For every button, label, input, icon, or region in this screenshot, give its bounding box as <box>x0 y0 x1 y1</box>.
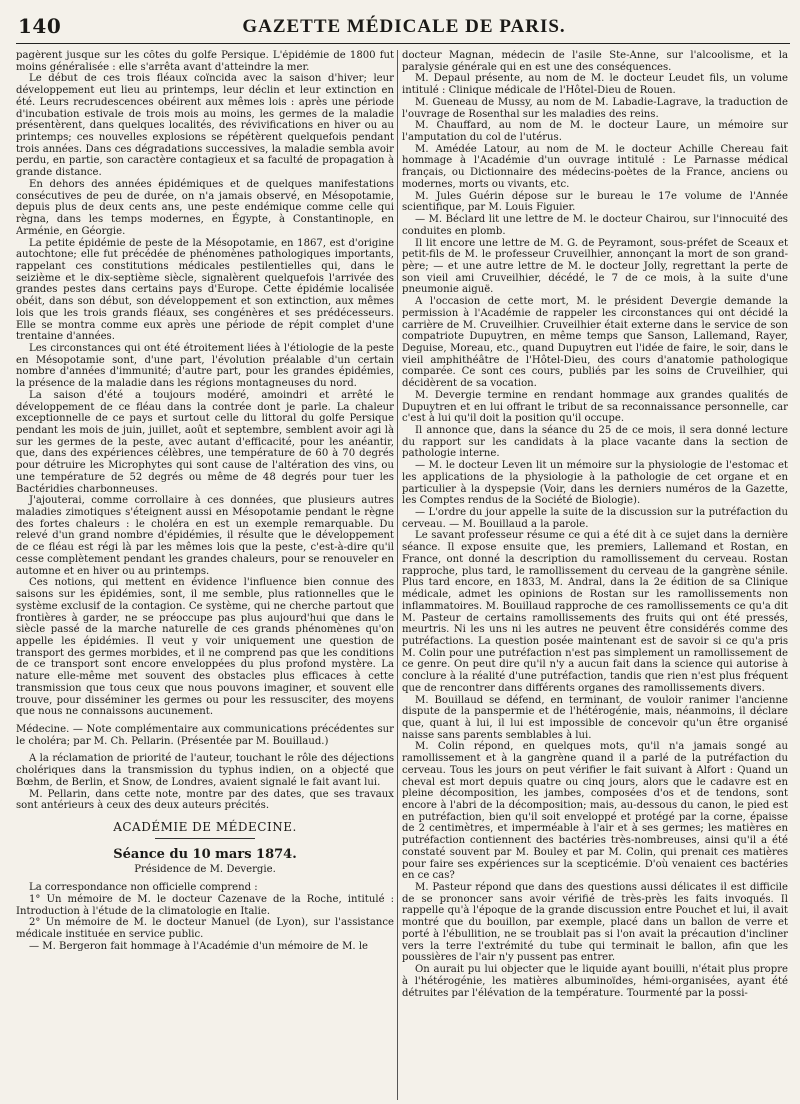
paragraph: A l'occasion de cette mort, M. le président Devergie demande la permission à l'Académie de rappeler les circonstances qui ont décidé la carrière de M. Cruveilhier. Cruveilhier était externe dans le service de son compatriote Dupuytren, en même temps que Sanson, Lallemand, Rayer, Deguise, Moreau, etc., quand Dupuytren eut l'idée de faire, le soir, dans le vieil amphithéâtre de l'Hôtel-Dieu, des cours d'anatomie pathologique comparée. Ce sont ces cours, publiés par les soins de Cruveilhier, qui décidèrent de sa vocation. <box>402 296 788 390</box>
session-title: Séance du 10 mars 1874. <box>113 846 297 862</box>
paragraph: A la réclamation de priorité de l'auteur, touchant le rôle des déjections cholériques dans la transmission du typhus indien, on a objecté que Bœhm, de Berlin, et Snow, de Londres, avaient signalé le fait avant lui. <box>16 753 394 788</box>
paragraph: M. Pellarin, dans cette note, montre par des dates, que ses travaux sont antérieurs à ceux des deux auteurs précités. <box>16 788 394 812</box>
column-divider <box>397 50 398 1100</box>
section-heading: ACADÉMIE DE MÉDECINE. <box>113 820 297 834</box>
paragraph: Le début de ces trois fléaux coïncida avec la saison d'hiver; leur développement eut lieu au printemps, leur déclin et leur extinction en été. Leurs recrudescences obéirent aux mêmes lois : après une période d'incubation estivale de trois mois au moins, les germes de la maladie présentèrent, dans quelques localités, des révivifications en hiver ou au printemps; ces nouvelles explosions se répétèrent quelquefois pendant trois années. Dans ces dégradations successives, la maladie sembla avoir perdu, en partie, son caractère contagieux et sa faculté de propagation à grande distance. <box>16 73 394 179</box>
paragraph: La correspondance non officielle comprend : <box>29 882 258 894</box>
journal-title: GAZETTE MÉDICALE DE PARIS. <box>242 16 566 37</box>
paragraph: Le savant professeur résume ce qui a été dit à ce sujet dans la dernière séance. Il expose ensuite que, les premiers, Lallemand et Rostan, en France, ont donné la description du ramollissement du cerveau. Rostan rapproche, plus tard, le ramollissement du cerveau de la gangrène sénile. Plus tard encore, en 1833, M. Andral, dans la 2e édition de sa Clinique médicale, admet les opinions de Rostan sur les ramollissements non inflammatoires. M. Bouillaud rapproche de ces ramollissements ce qu'a dit M. Pasteur de certains ramollissements des fruits qui ont été pressés, meurtris. Ni les uns ni les autres ne peuvent être considérés comme des putréfactions. La question posée maintenant est de savoir si ce qu'a pris M. Colin pour une putréfaction n'est pas simplement un ramollissement de ce genre. On peut dire qu'il n'y a aucun fait dans la science qui autorise à conclure à la réalité d'une putréfaction, tandis que rien n'est plus fréquent que de rencontrer dans différents organes des ramollissements divers. <box>402 530 788 694</box>
paragraph: M. Jules Guérin dépose sur le bureau le 17e volume de l'Année scientifique, par M. Louis Figuier. <box>402 190 788 214</box>
section-rule <box>155 838 255 839</box>
paragraph: J'ajouterai, comme corrollaire à ces données, que plusieurs autres maladies zimotiques s'éteignent aussi en Mésopotamie pendant le règne des fortes chaleurs : le choléra en est un exemple remarquable. Du relevé d'un grand nombre d'épidémies, il résulte que le développement de ce fléau est régi là par les mêmes lois que la peste, c'est-à-dire qu'il cesse complètement pendant les grandes chaleurs, pour se renouveler en automne et en hiver ou au printemps. <box>16 495 394 577</box>
header-rule <box>16 43 790 44</box>
list-item: — M. Bergeron fait hommage à l'Académie d'un mémoire de M. le <box>29 940 369 952</box>
paragraph: Les circonstances qui ont été étroitement liées à l'étiologie de la peste en Mésopotamie sont, d'une part, l'évolution préalable d'un certain nombre d'années d'immunité; d'autre part, pour les grandes épidémies, la présence de la maladie dans les régions montagneuses du nord. <box>16 342 394 390</box>
paragraph: M. Gueneau de Mussy, au nom de M. Labadie-Lagrave, la traduction de l'ouvrage de Rosenthal sur les maladies des reins. <box>402 96 788 120</box>
paragraph: On aurait pu lui objecter que le liquide ayant bouilli, n'était plus propre à l'hétérogénie, les matières albuminoïdes, hémi-organisées, ayant été détruites par l'élévation de la température. Tourmenté par la possi- <box>402 964 788 999</box>
paragraph: M. Depaul présente, au nom de M. le docteur Leudet fils, un volume intitulé : Clinique médicale de l'Hôtel-Dieu de Rouen. <box>402 73 788 97</box>
right-column <box>402 50 788 1100</box>
left-column <box>16 50 394 1100</box>
paragraph: En dehors des années épidémiques et de quelques manifestations consécutives de peu de durée, on n'a jamais observé, en Mésopotamie, depuis plus de deux cents ans, une peste endémique comme celle qui règna, dans les temps modernes, en Égypte, à Constantinople, en Arménie, en Géorgie. <box>16 178 394 237</box>
paragraph: M. Chauffard, au nom de M. le docteur Laure, un mémoire sur l'amputation du col de l'utérus. <box>402 120 788 144</box>
note-heading: Médecine. — Note complémentaire aux communications précédentes sur le choléra; par M. Ch. Pellarin. (Présentée par M. Bouillaud.) <box>16 723 394 747</box>
page-header <box>18 14 790 40</box>
paragraph: M. Devergie termine en rendant hommage aux grandes qualités de Dupuytren et en lui offrant le tribut de sa reconnaissance personnelle, car c'est à lui qu'il doit la position qu'il occupe. <box>402 389 788 425</box>
paragraph: — M. le docteur Leven lit un mémoire sur la physiologie de l'estomac et les applications de la physiologie à la pathologie de cet organe et en particulier à la dyspepsie (Voir, dans les derniers numéros de la Gazette, les Comptes rendus de la Société de Biologie). <box>402 460 788 507</box>
paragraph: M. Amédée Latour, au nom de M. le docteur Achille Chereau fait hommage à l'Académie d'un ouvrage intitulé : Le Parnasse médical français, ou Dictionnaire des médecins-poètes de la France, anciens ou modernes, morts ou vivants, etc. <box>402 143 788 190</box>
paragraph: Il annonce que, dans la séance du 25 de ce mois, il sera donné lecture du rapport sur les candidats à la place vacante dans la section de pathologie interne. <box>402 425 788 460</box>
paragraph: M. Pasteur répond que dans des questions aussi délicates il est difficile de se prononcer sans avoir vérifié de très-près les faits invoqués. Il rappelle qu'à l'époque de la grande discussion entre Pouchet et lui, il avait montré que du bouillon, par exemple, placé dans un ballon de verre et porté à l'ébullition, ne se troublait pas si l'on avait la précaution d'incliner vers la terre l'extrémité du tube qui terminait le ballon, afin que les poussières de l'air n'y pussent pas entrer. <box>402 882 788 964</box>
paragraph: La petite épidémie de peste de la Mésopotamie, en 1867, est d'origine autochtone; elle fut précédée de phénomènes pathologiques importants, rappelant ces constitutions médicales pestilentielles qui, dans le seizième et le dix-septième siècle, signalèrent quelquefois l'arrivée des grandes pestes dans certains pays d'Europe. Cette épidémie localisée obéit, dans son début, son développement et son extinction, aux mêmes lois que les trois grands fléaux, ses congénères et ses prédécesseurs. Elle se montra comme eux après une période de répit complet d'une trentaine d'années. <box>16 237 394 343</box>
paragraph: M. Bouillaud se défend, en terminant, de vouloir ranimer l'ancienne dispute de la panspermie et de l'hétérogénie, mais, néanmoins, il déclare que, quant à lui, il lui est impossible de concevoir qu'un être organisé naisse sans parents semblables à lui. <box>402 694 788 741</box>
list-item: 1° Un mémoire de M. le docteur Cazenave de la Roche, intitulé : Introduction à l'étude de la climatologie en Italie. <box>16 893 394 917</box>
paragraph: — M. Béclard lit une lettre de M. le docteur Chairou, sur l'innocuité des conduites en plomb. <box>402 214 788 237</box>
paragraph: M. Colin répond, en quelques mots, qu'il n'a jamais songé au ramollissement et à la gangrène quand il a parlé de la putréfaction du cerveau. Tous les jours on peut vérifier le fait suivant à Alfort : Quand un cheval est mort depuis quatre ou cinq jours, alors que le cadavre est en pleine décomposition, les jambes, composées d'os et de tendons, sont encore à l'abri de la décomposition; mais, au-dessous du canon, le pied est en putréfaction, bien qu'il soit enveloppé et protégé par la corne, épaisse de 2 centimètres, et imperméable à l'air et à ses germes; les matières en putréfaction contiennent des bactéries très-nombreuses, ainsi qu'il a été constaté souvent par M. Bouley et par M. Colin, qui prenait ces matières pour faire ses expériences sur la scepticémie. D'où venaient ces bactéries en ce cas? <box>402 741 788 882</box>
paragraph: Ces notions, qui mettent en évidence l'influence bien connue des saisons sur les épidémies, sont, il me semble, plus rationnelles que le système exclusif de la contagion. Ce système, qui ne cherche partout que frontières à garder, ne se préoccupe pas plus aujourd'hui que dans le siècle passé de la marche naturelle de ces grands phénomènes qu'on appelle les épidémies. Il veut y voir uniquement une question de transport des germes morbides, et il ne comprend pas que les conditions de ce transport sont encore enveloppées du plus profond mystère. La nature elle-même met souvent des obstacles plus efficaces à cette transmission que tous ceux que nous pouvons imaginer, et souvent elle trouve, pour disséminer les germes ou pour les ressusciter, des moyens que nous ne connaissons aucunement. <box>16 577 394 718</box>
list-item: 2° Un mémoire de M. le docteur Manuel (de Lyon), sur l'assistance médicale instituée en service public. <box>16 917 394 941</box>
paragraph: pagèrent jusque sur les côtes du golfe Persique. L'épidémie de 1800 fut moins généralisée : elle s'arrêta avant d'atteindre la mer. <box>16 50 394 73</box>
paragraph: docteur Magnan, médecin de l'asile Ste-Anne, sur l'alcoolisme, et la paralysie générale qui en est une des conséquences. <box>402 50 788 73</box>
paragraph: Il lit encore une lettre de M. G. de Peyramont, sous-préfet de Sceaux et petit-fils de M. le professeur Cruveilhier, annonçant la mort de son grand-père; — et une autre lettre de M. le docteur Jolly, regrettant la perte de son vieil ami Cruveilhier, décédé, le 7 de ce mois, à la suite d'une pneumonie aiguë. <box>402 237 788 296</box>
paragraph: — L'ordre du jour appelle la suite de la discussion sur la putréfaction du cerveau. — M. Bouillaud a la parole. <box>402 507 788 530</box>
session-president: Présidence de M. Devergie. <box>134 864 276 876</box>
page-number: 140 <box>18 14 62 38</box>
paragraph: La saison d'été a toujours modéré, amoindri et arrêté le développement de ce fléau dans la contrée dont je parle. La chaleur exceptionnelle de ce pays et surtout celle du littoral du golfe Persique pendant les mois de juin, juillet, août et septembre, semblent avoir agi là sur les germes de la peste, avec autant d'efficacité, pour les anéantir, que, dans des expériences célèbres, une température de 60 à 70 degrés pour détruire les Microphytes qui sont cause de l'altération des vins, ou une température de 52 degrés ou même de 48 degrés pour tuer les Bactéridies charbonneuses. <box>16 389 394 495</box>
